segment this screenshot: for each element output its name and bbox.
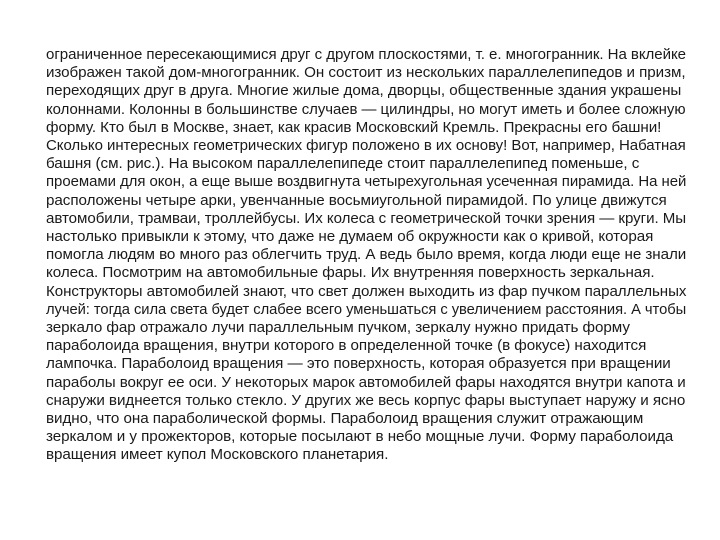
- body-text: [46, 46, 686, 465]
- text-line: колеса. Посмотрим на автомобильные фары. Их внутренняя поверхность зеркальная.: [46, 264, 655, 282]
- text-line: параболы вокруг ее оси. У некоторых марок автомобилей фары находятся внутри капота и: [46, 373, 686, 391]
- text-line: зеркало фар отражало лучи параллельным пучком, зеркалу нужно придать форму: [46, 319, 630, 337]
- text-line: проемами для окон, а еще выше воздвигнута четырехугольная усеченная пирамида. На ней: [46, 173, 687, 191]
- text-line: автомобили, трамваи, троллейбусы. Их колеса с геометрической точки зрения — круги. Мы: [46, 209, 687, 227]
- text-line: лучей: тогда сила света будет слабее всего уменьшаться с увеличением расстояния. А чтобы: [46, 300, 687, 318]
- text-line: колоннами. Колонны в большинстве случаев — цилиндры, но могут иметь и более сложную: [46, 100, 686, 118]
- text-line: ограниченное пересекающимися друг с другом плоскостями, т. е. многогранник. На вклейке: [46, 46, 686, 63]
- text-line: изображен такой дом-многогранник. Он состоит из нескольких параллелепипедов и призм,: [46, 64, 686, 82]
- text-line: Конструкторы автомобилей знают, что свет должен выходить из фар пучком параллельных: [46, 282, 687, 300]
- text-line: настолько привыкли к этому, что даже не думаем об окружности как о кривой, которая: [46, 228, 654, 246]
- text-line: лампочка. Параболоид вращения — это поверхность, которая образуется при вращении: [46, 355, 671, 373]
- text-line: видно, что она параболической формы. Параболоид вращения служит отражающим: [46, 410, 644, 428]
- text-line: снаружи виднеется только стекло. У других же весь корпус фары выступает наружу и ясно: [46, 391, 686, 409]
- text-line: расположены четыре арки, увенчанные восьмиугольной пирамидой. По улице движутся: [46, 191, 667, 209]
- text-line: башня (см. рис.). На высоком параллелепипеде стоит параллелепипед поменьше, с: [46, 155, 640, 173]
- text-line: переходящих друг в друга. Многие жилые дома, дворцы, общественные здания украшены: [46, 82, 682, 100]
- text-line: вращения имеет купол Московского планетария.: [46, 446, 389, 464]
- text-line: параболоида вращения, внутри которого в определенной точке (в фокусе) находится: [46, 337, 647, 355]
- text-line: зеркалом и у прожекторов, которые посылают в небо мощные лучи. Форму параболоида: [46, 428, 674, 446]
- text-line: форму. Кто был в Москве, знает, как красив Московский Кремль. Прекрасны его башни!: [46, 118, 662, 136]
- text-line: помогла людям во много раз облегчить труд. А ведь было время, когда люди еще не знали: [46, 246, 687, 264]
- text-line: Сколько интересных геометрических фигур положено в их основу! Вот, например, Набатная: [46, 137, 686, 155]
